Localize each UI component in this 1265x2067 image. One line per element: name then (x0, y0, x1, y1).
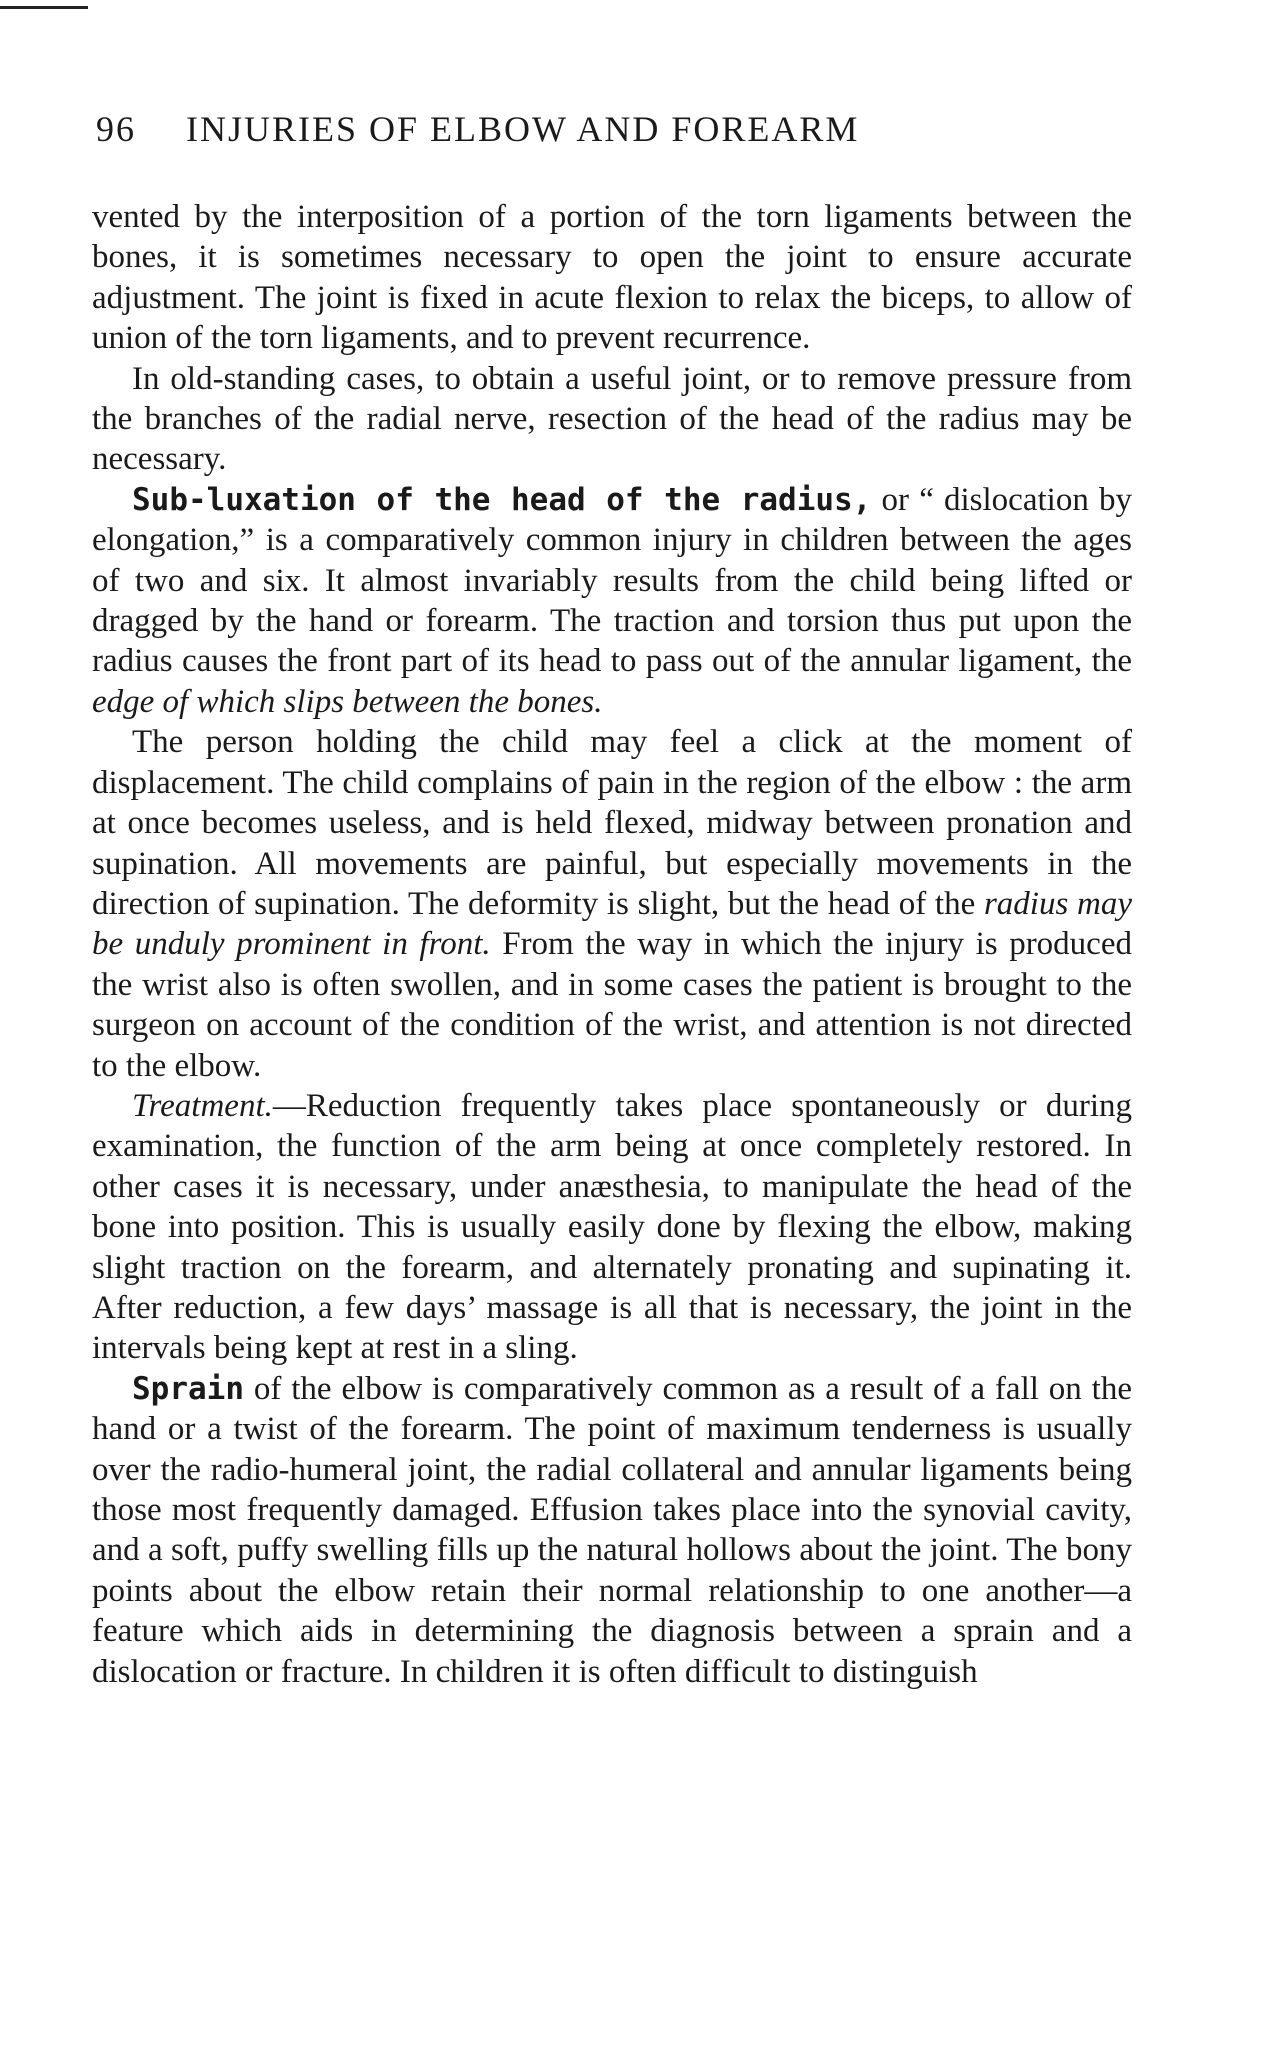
italic-heading-treatment: Treatment. (132, 1087, 273, 1124)
paragraph-continuation: vented by the interposition of a portion of the torn ligaments between the bones, it is sometimes necessary to open the joint to ensure accurate adjustment. The joint is fixed in acute flexion to relax the biceps, to allow of union of the torn ligaments, and to prevent recurrence. (92, 199, 1132, 357)
chapter-title: INJURIES OF ELBOW AND FOREARM (186, 109, 860, 149)
italic-phrase: radius may be unduly prominent in front. (92, 885, 1132, 963)
text-body (92, 197, 1132, 1692)
paragraph-subluxation: Sub-luxation of the head of the radius, or “ dislocation by elongation,” is a comparatively common injury in children between the ages of two and six. It almost invariably results from the child being lifted or dragged by the hand or forearm. The traction and torsion thus put upon the radius causes the front part of its head to pass out of the annular ligament, the edge of which slips between the bones. (92, 481, 1132, 720)
bold-term-sprain: Sprain (132, 1370, 244, 1407)
italic-phrase: edge of which slips between the bones. (92, 683, 603, 720)
bold-term-subluxation: Sub-luxation of the head of the radius, (132, 481, 872, 518)
running-head (96, 108, 1136, 150)
paragraph-sprain: Sprain of the elbow is comparatively common as a result of a fall on the hand or a twist of the forearm. The point of maximum tenderness is usually over the radio-humeral joint, the radial collateral and annular ligaments being those most frequently damaged. Effusion takes place into the synovial cavity, and a soft, puffy swelling fills up the natural hollows about the joint. The bony points about the elbow retain their normal relationship to one another—a feature which aids in determining the diagnosis between a sprain and a dislocation or fracture. In children it is often difficult to distinguish (92, 1370, 1132, 1690)
page-number: 96 (96, 109, 136, 149)
paragraph-treatment: Treatment.—Reduction frequently takes place spontaneously or during examination, the function of the arm being at once completely restored. In other cases it is necessary, under anæsthesia, to manipulate the head of the bone into position. This is usually easily done by flexing the elbow, making slight traction on the forearm, and alternately pronating and supinating it. After reduction, a few days’ massage is all that is necessary, the joint in the intervals being kept at rest in a sling. (92, 1087, 1132, 1367)
corner-rule-mark (0, 6, 88, 9)
paragraph-old-standing: In old-standing cases, to obtain a useful joint, or to remove pressure from the branches of the radial nerve, resection of the head of the radius may be necessary. (92, 360, 1132, 478)
paragraph-symptoms: The person holding the child may feel a click at the moment of displacement. The child complains of pain in the region of the elbow : the arm at once becomes useless, and is held flexed, midway between pronation and supination. All movements are painful, but especially movements in the direction of supination. The deformity is slight, but the head of the radius may be unduly prominent in front. From the way in which the injury is produced the wrist also is often swollen, and in some cases the patient is brought to the surgeon on account of the condition of the wrist, and attention is not directed to the elbow. (92, 724, 1132, 1084)
